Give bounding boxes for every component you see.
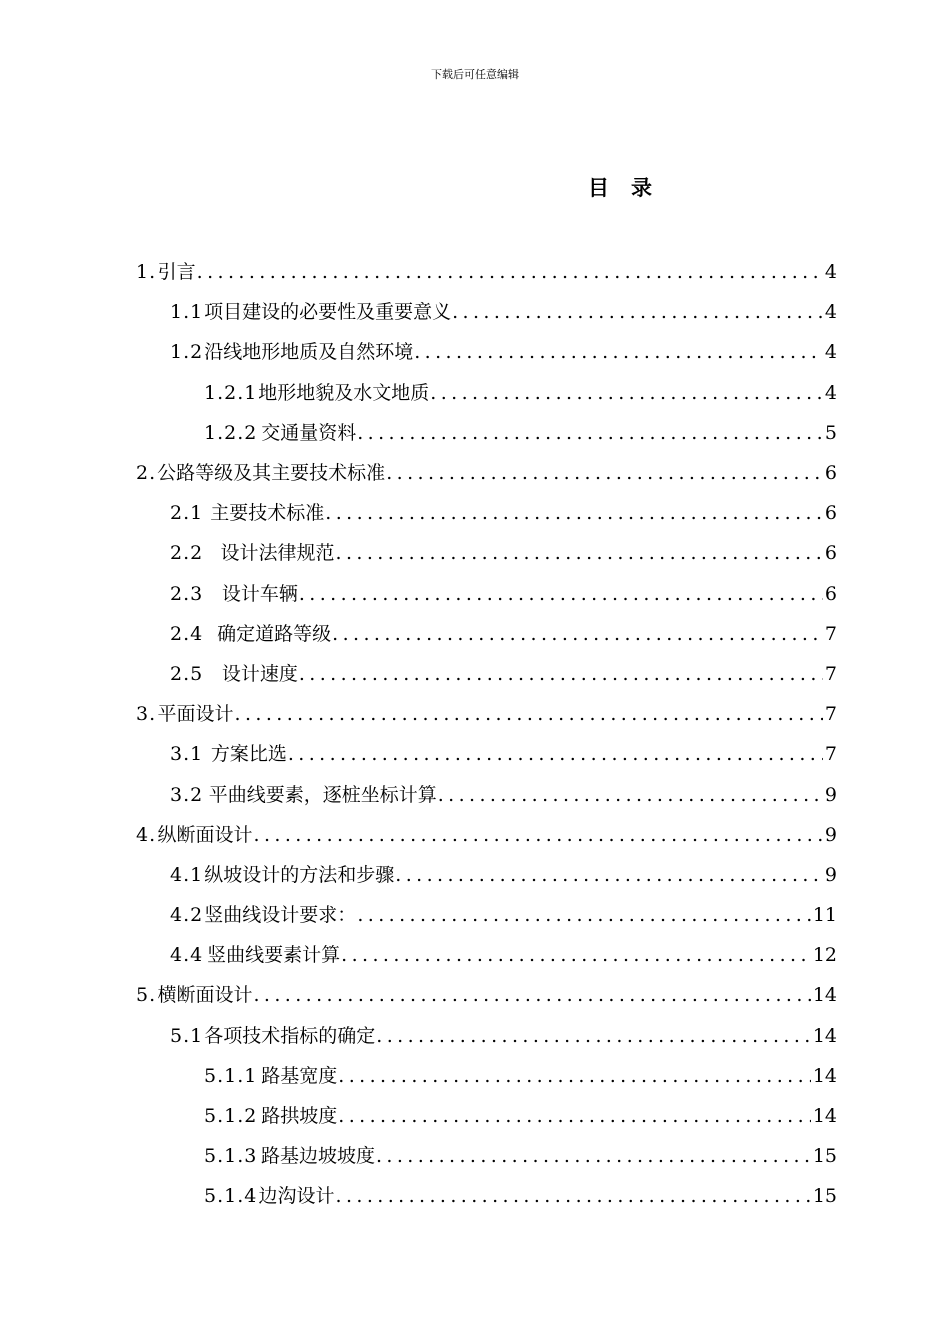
toc-entry[interactable] — [0, 453, 950, 493]
toc-entry-number: 1.2.1 — [204, 381, 258, 404]
toc-entry-title: 沿线地形地质及自然环境 — [204, 341, 414, 364]
toc-entry-page: 9 — [824, 823, 837, 846]
toc-entry-number: 3.2 — [170, 783, 204, 806]
toc-dot-leader — [332, 622, 823, 646]
toc-dot-leader — [341, 943, 811, 967]
toc-dot-leader — [386, 461, 823, 485]
toc-entry[interactable] — [0, 895, 950, 935]
toc-dot-leader — [338, 1104, 811, 1128]
toc-entry-page: 4 — [824, 341, 837, 364]
toc-entry-number: 5.1.1 — [204, 1064, 258, 1087]
toc-entry-title: 确定道路等级 — [217, 622, 332, 645]
toc-entry[interactable] — [0, 815, 950, 855]
toc-entry-page: 11 — [812, 904, 837, 927]
toc-entry-page: 5 — [824, 421, 837, 444]
toc-entry-page: 4 — [824, 261, 837, 284]
toc-title: 目录 — [588, 175, 674, 200]
toc-entry[interactable] — [0, 855, 950, 895]
toc-entry-page: 14 — [812, 1024, 837, 1047]
toc-entry[interactable] — [0, 1176, 950, 1216]
toc-entry[interactable] — [0, 935, 950, 975]
toc-entry-title: 各项技术指标的确定 — [204, 1024, 376, 1047]
toc-entry-page: 6 — [824, 542, 837, 565]
toc-dot-leader — [338, 1064, 811, 1088]
toc-entry-title: 设计车辆 — [221, 582, 298, 605]
toc-dot-leader — [357, 421, 823, 445]
toc-entry-number: 1.2.2 — [204, 421, 258, 444]
toc-entry-title: 横断面设计 — [157, 984, 253, 1007]
toc-entry-number: 5.1.3 — [204, 1145, 258, 1168]
toc-entry[interactable] — [0, 614, 950, 654]
toc-entry-page: 4 — [824, 381, 837, 404]
toc-entry-title: 公路等级及其主要技术标准 — [157, 462, 386, 485]
toc-entry[interactable] — [0, 654, 950, 694]
toc-entry-title: 纵坡设计的方法和步骤 — [204, 863, 395, 886]
toc-entry-page: 12 — [812, 944, 837, 967]
toc-dot-leader — [254, 823, 823, 847]
toc-entry[interactable] — [0, 1096, 950, 1136]
toc-entry-title: 交通量资料 — [261, 421, 357, 444]
toc-entry-number: 2.5 — [170, 662, 204, 685]
toc-entry[interactable] — [0, 694, 950, 734]
toc-entry[interactable] — [0, 252, 950, 292]
toc-entry-number: 1.2 — [170, 341, 204, 364]
toc-dot-leader — [325, 501, 823, 525]
toc-entry-number: 5.1.4 — [204, 1185, 258, 1208]
toc-entry[interactable] — [0, 574, 950, 614]
toc-entry-number: 5.1 — [170, 1024, 204, 1047]
toc-entry-title: 主要技术标准 — [210, 502, 325, 525]
toc-entry-page: 7 — [824, 743, 837, 766]
toc-entry[interactable] — [0, 774, 950, 814]
toc-entry-title: 边沟设计 — [258, 1185, 335, 1208]
toc-entry-title: 项目建设的必要性及重要意义 — [204, 301, 452, 324]
toc-entry-page: 9 — [824, 783, 837, 806]
header-note: 下载后可任意编辑 — [431, 68, 519, 81]
toc-entry-page: 15 — [812, 1185, 837, 1208]
toc-dot-leader — [299, 582, 823, 606]
toc-dot-leader — [336, 541, 823, 565]
toc-entry-page: 4 — [824, 301, 837, 324]
toc-entry-title: 路基边坡坡度 — [260, 1145, 375, 1168]
toc-dot-leader — [235, 702, 823, 726]
toc-dot-leader — [357, 903, 811, 927]
toc-dot-leader — [253, 983, 810, 1007]
toc-dot-leader — [376, 1144, 811, 1168]
toc-dot-leader — [452, 300, 823, 324]
toc-entry-page: 6 — [824, 582, 837, 605]
toc-dot-leader — [414, 340, 823, 364]
toc-entry[interactable] — [0, 493, 950, 533]
toc-entry[interactable] — [0, 332, 950, 372]
toc-entry[interactable] — [0, 1056, 950, 1096]
toc-entry-title: 方案比选 — [210, 743, 287, 766]
toc-entry-page: 6 — [824, 462, 837, 485]
toc-dot-leader — [395, 863, 823, 887]
toc-entry-title: 纵断面设计 — [157, 823, 253, 846]
toc-entry-number: 4.4 — [170, 944, 204, 967]
toc-entry-page: 9 — [824, 863, 837, 886]
toc-dot-leader — [430, 381, 823, 405]
toc-entry[interactable] — [0, 1016, 950, 1056]
toc-entry-number: 2.2 — [170, 542, 204, 565]
toc-entry-number: 2.1 — [170, 502, 204, 525]
toc-entry-title: 平面设计 — [157, 703, 234, 726]
toc-entry-page: 7 — [824, 703, 837, 726]
toc-dot-leader — [197, 260, 823, 284]
toc-entry-page: 7 — [824, 662, 837, 685]
toc-entry-number: 3. — [136, 703, 157, 726]
toc-entry[interactable] — [0, 1136, 950, 1176]
toc-entry-title: 竖曲线设计要求： — [204, 904, 357, 927]
toc-entry-number: 2.4 — [170, 622, 204, 645]
toc-dot-leader — [438, 783, 823, 807]
toc-entry-title: 引言 — [157, 261, 196, 284]
toc-entry-title: 竖曲线要素计算 — [207, 944, 341, 967]
toc-entry-number: 4.1 — [170, 863, 204, 886]
toc-entry-page: 15 — [812, 1145, 837, 1168]
toc-entry[interactable] — [0, 734, 950, 774]
toc-entry-number: 4. — [136, 823, 157, 846]
toc-entry-page: 7 — [824, 622, 837, 645]
toc-dot-leader — [288, 742, 823, 766]
toc-dot-leader — [376, 1024, 811, 1048]
toc-entry[interactable] — [0, 975, 950, 1015]
toc-entry-page: 14 — [812, 984, 837, 1007]
toc-entry[interactable] — [0, 413, 950, 453]
toc-entry[interactable] — [0, 292, 950, 332]
toc-entry-title: 路拱坡度 — [261, 1105, 338, 1128]
toc-dot-leader — [336, 1184, 811, 1208]
toc-entry-title: 设计法律规范 — [220, 542, 335, 565]
toc-entry-title: 设计速度 — [221, 662, 298, 685]
toc-list — [0, 252, 950, 1217]
toc-entry[interactable] — [0, 533, 950, 573]
toc-entry-number: 4.2 — [170, 904, 204, 927]
toc-entry-title: 平曲线要素，逐桩坐标计算 — [208, 783, 437, 806]
toc-entry-number: 1.1 — [170, 301, 204, 324]
toc-entry-page: 14 — [812, 1064, 837, 1087]
toc-entry-number: 3.1 — [170, 743, 204, 766]
toc-dot-leader — [299, 662, 823, 686]
toc-entry-page: 14 — [812, 1105, 837, 1128]
toc-entry-number: 2. — [136, 462, 157, 485]
toc-entry-number: 2.3 — [170, 582, 204, 605]
toc-entry-title: 地形地貌及水文地质 — [258, 381, 430, 404]
toc-entry-number: 5.1.2 — [204, 1105, 258, 1128]
toc-entry-number: 5. — [136, 984, 157, 1007]
toc-entry-page: 6 — [824, 502, 837, 525]
toc-entry-title: 路基宽度 — [261, 1064, 338, 1087]
toc-entry[interactable] — [0, 373, 950, 413]
toc-entry-number: 1. — [136, 261, 157, 284]
